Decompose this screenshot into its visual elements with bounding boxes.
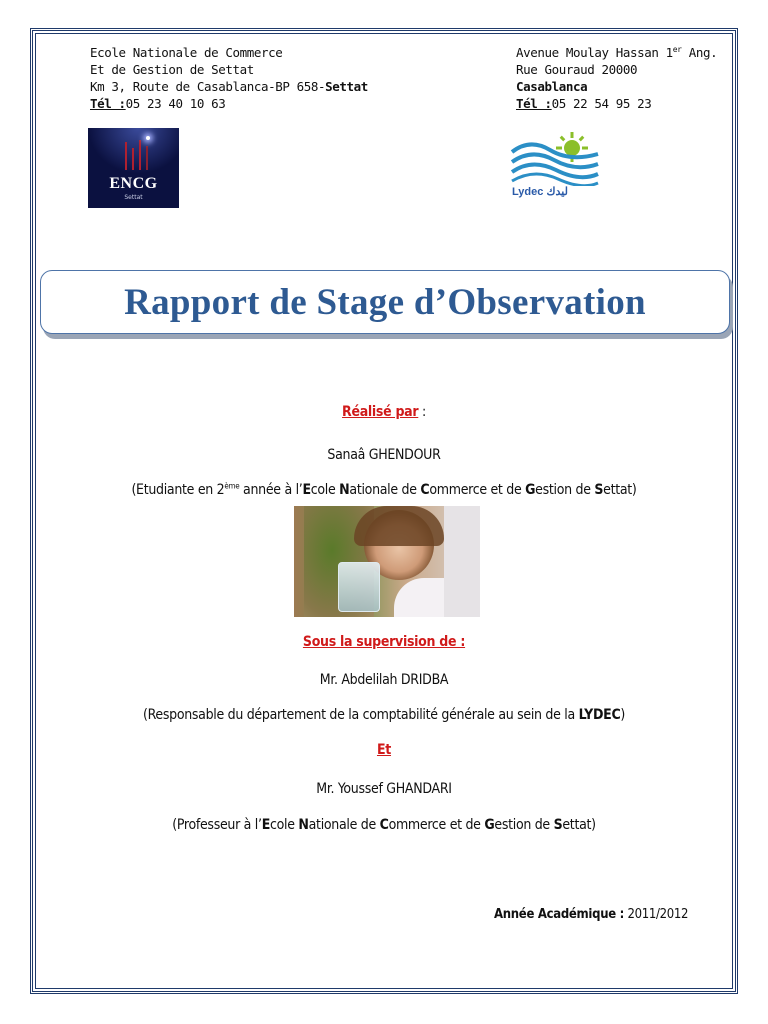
supervisor2-description — [0, 817, 768, 833]
desc-part: cole — [270, 817, 299, 833]
desc-part: ommerce et de — [388, 817, 485, 833]
desc-part: ettat) — [562, 817, 596, 833]
logo-beam — [139, 140, 141, 170]
and-label: Et — [376, 742, 392, 758]
girl-drinking-water-photo — [294, 506, 480, 617]
desc-initial: C — [379, 817, 389, 833]
desc-text: (Responsable du département de la comptabilité générale au sein de la — [142, 707, 579, 723]
company-address-line1 — [516, 44, 717, 61]
company-phone — [516, 95, 717, 112]
desc-initial: E — [302, 482, 311, 498]
city-bold: Settat — [325, 79, 368, 94]
desc-part: ommerce et de — [429, 482, 526, 498]
desc-initial: S — [553, 817, 563, 833]
school-address — [90, 44, 368, 112]
academic-year — [494, 907, 688, 922]
page-title: Rapport de Stage d’Observation — [124, 281, 646, 323]
school-address-line — [90, 78, 368, 95]
lydec-logo — [510, 130, 602, 202]
supervisor1-name: Mr. Abdelilah DRIDBA — [319, 672, 449, 688]
student-name: Sanaâ GHENDOUR — [327, 447, 441, 463]
desc-initial: E — [261, 817, 270, 833]
address-text: Km 3, Route de Casablanca-BP 658- — [90, 79, 326, 94]
desc-part: ationale de — [349, 482, 421, 498]
supervision-label-line — [0, 634, 768, 650]
desc-initial: G — [484, 817, 495, 833]
lydec-bold: LYDEC — [578, 707, 621, 723]
logo-beam — [132, 148, 134, 170]
logo-beam — [125, 142, 127, 170]
school-phone — [90, 95, 368, 112]
desc-sup: ème — [224, 481, 240, 491]
street-text: Avenue Moulay Hassan 1 — [516, 45, 673, 60]
academic-year-label: Année Académique : — [494, 907, 625, 922]
background-shape — [444, 506, 480, 617]
and-line — [0, 742, 768, 758]
street-sup: er — [672, 44, 682, 54]
desc-initial: N — [339, 482, 350, 498]
encg-logo — [88, 128, 179, 208]
company-address — [516, 44, 717, 112]
supervision-label: Sous la supervision de : — [302, 634, 466, 650]
desc-text: (Etudiante en 2 — [131, 482, 225, 498]
company-address-line2: Rue Gouraud 20000 — [516, 62, 638, 77]
encg-logo-text: ENCG — [109, 175, 158, 192]
desc-initial: N — [298, 817, 309, 833]
desc-part: estion de — [494, 817, 554, 833]
desc-part: (Professeur à l’ — [172, 817, 262, 833]
student-description — [0, 482, 768, 498]
desc-part: ationale de — [308, 817, 380, 833]
logo-beam — [146, 146, 148, 170]
desc-part: cole — [310, 482, 340, 498]
desc-text: ) — [620, 707, 626, 723]
tel-value: 05 23 40 10 63 — [125, 96, 226, 111]
desc-initial: C — [420, 482, 430, 498]
hair-shape — [354, 506, 444, 546]
tel-label: Tél : — [90, 96, 126, 111]
desc-part: année à l’ — [239, 482, 303, 498]
logo-star — [146, 136, 150, 140]
street-suffix: Ang. — [681, 45, 718, 60]
encg-logo-sub: Settat — [124, 194, 143, 201]
school-name-line1: Ecole Nationale de Commerce — [90, 45, 283, 60]
tel-label: Tél : — [516, 96, 552, 111]
lydec-logo-text: Lydec ليدك — [512, 186, 568, 198]
desc-part: ettat) — [603, 482, 637, 498]
tel-value: 05 22 54 95 23 — [551, 96, 652, 111]
realise-par-label: Réalisé par — [342, 404, 419, 420]
company-city-bold: Casablanca — [516, 79, 588, 94]
title-box — [40, 270, 730, 334]
lydec-waves-icon — [510, 130, 602, 186]
academic-year-value: 2011/2012 — [627, 907, 689, 922]
realise-par-line — [0, 404, 768, 420]
supervisor2-name: Mr. Youssef GHANDARI — [316, 781, 452, 797]
desc-initial: G — [525, 482, 536, 498]
desc-part: estion de — [535, 482, 595, 498]
school-name-line2: Et de Gestion de Settat — [90, 62, 254, 77]
supervisor1-description — [0, 707, 768, 723]
water-glass-shape — [338, 562, 380, 612]
desc-initial: S — [594, 482, 604, 498]
realise-par-suffix: : — [418, 404, 426, 420]
company-city — [516, 78, 717, 95]
